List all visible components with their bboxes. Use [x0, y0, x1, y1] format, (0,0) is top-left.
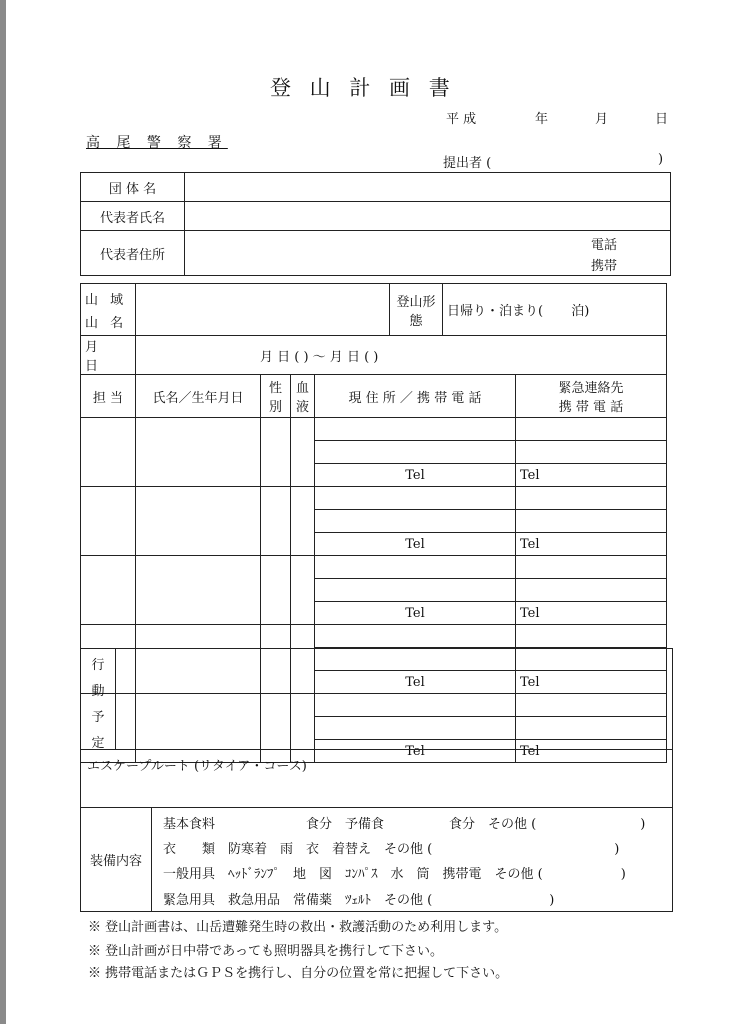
- plan-box: [80, 648, 673, 750]
- rep-name-label: 代表者氏名: [81, 202, 185, 231]
- member-name-dob-field[interactable]: [136, 487, 261, 556]
- header-emergency: [516, 375, 667, 418]
- escape-route-label: エスケープルート (リタイア・コース): [87, 759, 307, 774]
- emergency-contact-field[interactable]: [516, 487, 667, 510]
- emergency-contact-field[interactable]: [516, 556, 667, 579]
- emergency-phone-field[interactable]: Tel: [516, 602, 667, 625]
- member-address-field[interactable]: [315, 510, 516, 533]
- climb-style-field[interactable]: [443, 284, 667, 336]
- submitter-label: 提出者 (: [443, 156, 492, 171]
- emergency-phone-field[interactable]: Tel: [516, 671, 667, 694]
- emergency-contact-field[interactable]: [516, 579, 667, 602]
- header-blood: [291, 375, 315, 418]
- member-phone-field[interactable]: Tel: [315, 602, 516, 625]
- note-lighting: ※ 登山計画が日中帯であっても照明器具を携行して下さい。: [88, 944, 444, 959]
- date-day: 日: [655, 112, 669, 127]
- member-subrow: [81, 418, 667, 441]
- date-label: 月 日: [81, 336, 136, 375]
- header-emergency-line2: 携 帯 電 話: [558, 400, 624, 415]
- equipment-label-cell: [81, 807, 152, 911]
- header-blood-line2: 液: [295, 400, 309, 415]
- member-subrow: [81, 625, 667, 648]
- member-phone-field[interactable]: Tel: [315, 740, 516, 763]
- escape-route-box[interactable]: [80, 749, 673, 808]
- group-table: [80, 172, 671, 276]
- equipment-line-food[interactable]: 基本食料 食分 予備食 食分 その他 ( ): [163, 817, 646, 832]
- equipment-line-clothing[interactable]: 衣 類 防寒着 雨 衣 着替え その他 ( ): [163, 842, 620, 857]
- plan-label-char-2: 動: [91, 684, 105, 699]
- member-blood-field[interactable]: [291, 487, 315, 556]
- police-station: 高 尾 警 察 署: [86, 135, 228, 151]
- member-role-field[interactable]: [81, 418, 136, 487]
- date-range[interactable]: 月 日 ( ) ～ 月 日 ( ): [136, 336, 667, 375]
- member-phone-field[interactable]: Tel: [315, 464, 516, 487]
- member-phone-field[interactable]: Tel: [315, 671, 516, 694]
- member-address-field[interactable]: [315, 441, 516, 464]
- header-sex-line2: 別: [268, 400, 282, 415]
- member-subrow: [81, 487, 667, 510]
- mobile-label: 携帯: [591, 259, 618, 274]
- rep-address-field[interactable]: [185, 231, 671, 276]
- group-name-label: 団 体 名: [81, 173, 185, 202]
- climb-style-nights: 泊): [571, 304, 590, 319]
- plan-label-column: [81, 649, 116, 749]
- header-sex: [261, 375, 291, 418]
- member-address-field[interactable]: [315, 625, 516, 648]
- member-role-field[interactable]: [81, 556, 136, 625]
- plan-label-char-1: 行: [91, 658, 105, 673]
- header-address-phone: 現 住 所 ／ 携 帯 電 話: [315, 375, 516, 418]
- submitter-close: ): [658, 152, 664, 167]
- emergency-contact-field[interactable]: [516, 510, 667, 533]
- emergency-phone-field[interactable]: Tel: [516, 464, 667, 487]
- plan-field[interactable]: [116, 649, 671, 749]
- plan-label-char-3: 予: [91, 710, 105, 725]
- member-blood-field[interactable]: [291, 418, 315, 487]
- equipment-label: 装備内容: [89, 853, 142, 869]
- equipment-line-emergency[interactable]: 緊急用具 救急用品 常備薬 ﾂｪﾙﾄ その他 ( ): [163, 893, 555, 908]
- emergency-phone-field[interactable]: Tel: [516, 533, 667, 556]
- member-sex-field[interactable]: [261, 418, 291, 487]
- member-address-field[interactable]: [315, 579, 516, 602]
- note-gps: ※ 携帯電話またはＧＰＳを携行し、自分の位置を常に把握して下さい。: [88, 966, 509, 981]
- date-year: 年: [535, 112, 549, 127]
- emergency-contact-field[interactable]: [516, 625, 667, 648]
- plan-label-char-4: 定: [91, 736, 105, 751]
- phone-label: 電話: [591, 238, 618, 253]
- equipment-line-general[interactable]: 一般用具 ﾍｯﾄﾞﾗﾝﾌﾟ 地 図 ｺﾝﾊﾟｽ 水 筒 携帯電 その他 ( ): [163, 867, 626, 882]
- header-role: 担 当: [81, 375, 136, 418]
- member-subrow: [81, 556, 667, 579]
- note-purpose: ※ 登山計画書は、山岳遭難発生時の救出・救護活動のため利用します。: [88, 920, 508, 935]
- group-name-field[interactable]: [185, 173, 671, 202]
- equipment-box: [80, 807, 673, 912]
- member-name-dob-field[interactable]: [136, 556, 261, 625]
- form-page: [6, 0, 742, 1024]
- header-blood-line1: 血: [295, 381, 309, 396]
- member-blood-field[interactable]: [291, 556, 315, 625]
- emergency-phone-field[interactable]: Tel: [516, 740, 667, 763]
- member-address-field[interactable]: [315, 556, 516, 579]
- header-name-dob: 氏名／生年月日: [136, 375, 261, 418]
- rep-name-field[interactable]: [185, 202, 671, 231]
- area-label-line1: 山 域: [85, 292, 128, 308]
- area-label-line2: 山 名: [85, 315, 128, 331]
- member-role-field[interactable]: [81, 487, 136, 556]
- date-era: 平 成: [446, 112, 477, 127]
- header-sex-line1: 性: [268, 381, 282, 396]
- area-field[interactable]: [136, 284, 390, 336]
- member-phone-field[interactable]: Tel: [315, 533, 516, 556]
- member-sex-field[interactable]: [261, 487, 291, 556]
- emergency-contact-field[interactable]: [516, 441, 667, 464]
- emergency-contact-field[interactable]: [516, 418, 667, 441]
- header-emergency-line1: 緊急連絡先: [558, 381, 624, 396]
- member-address-field[interactable]: [315, 487, 516, 510]
- date-month: 月: [595, 112, 609, 127]
- climb-style-label: 登山形態: [390, 284, 443, 336]
- member-address-field[interactable]: [315, 418, 516, 441]
- climb-style-value: 日帰り・泊まり(: [447, 304, 544, 319]
- page-title: 登 山 計 画 書: [270, 76, 456, 100]
- member-sex-field[interactable]: [261, 556, 291, 625]
- rep-address-label: 代表者住所: [81, 231, 185, 276]
- area-label: [81, 284, 136, 336]
- member-name-dob-field[interactable]: [136, 418, 261, 487]
